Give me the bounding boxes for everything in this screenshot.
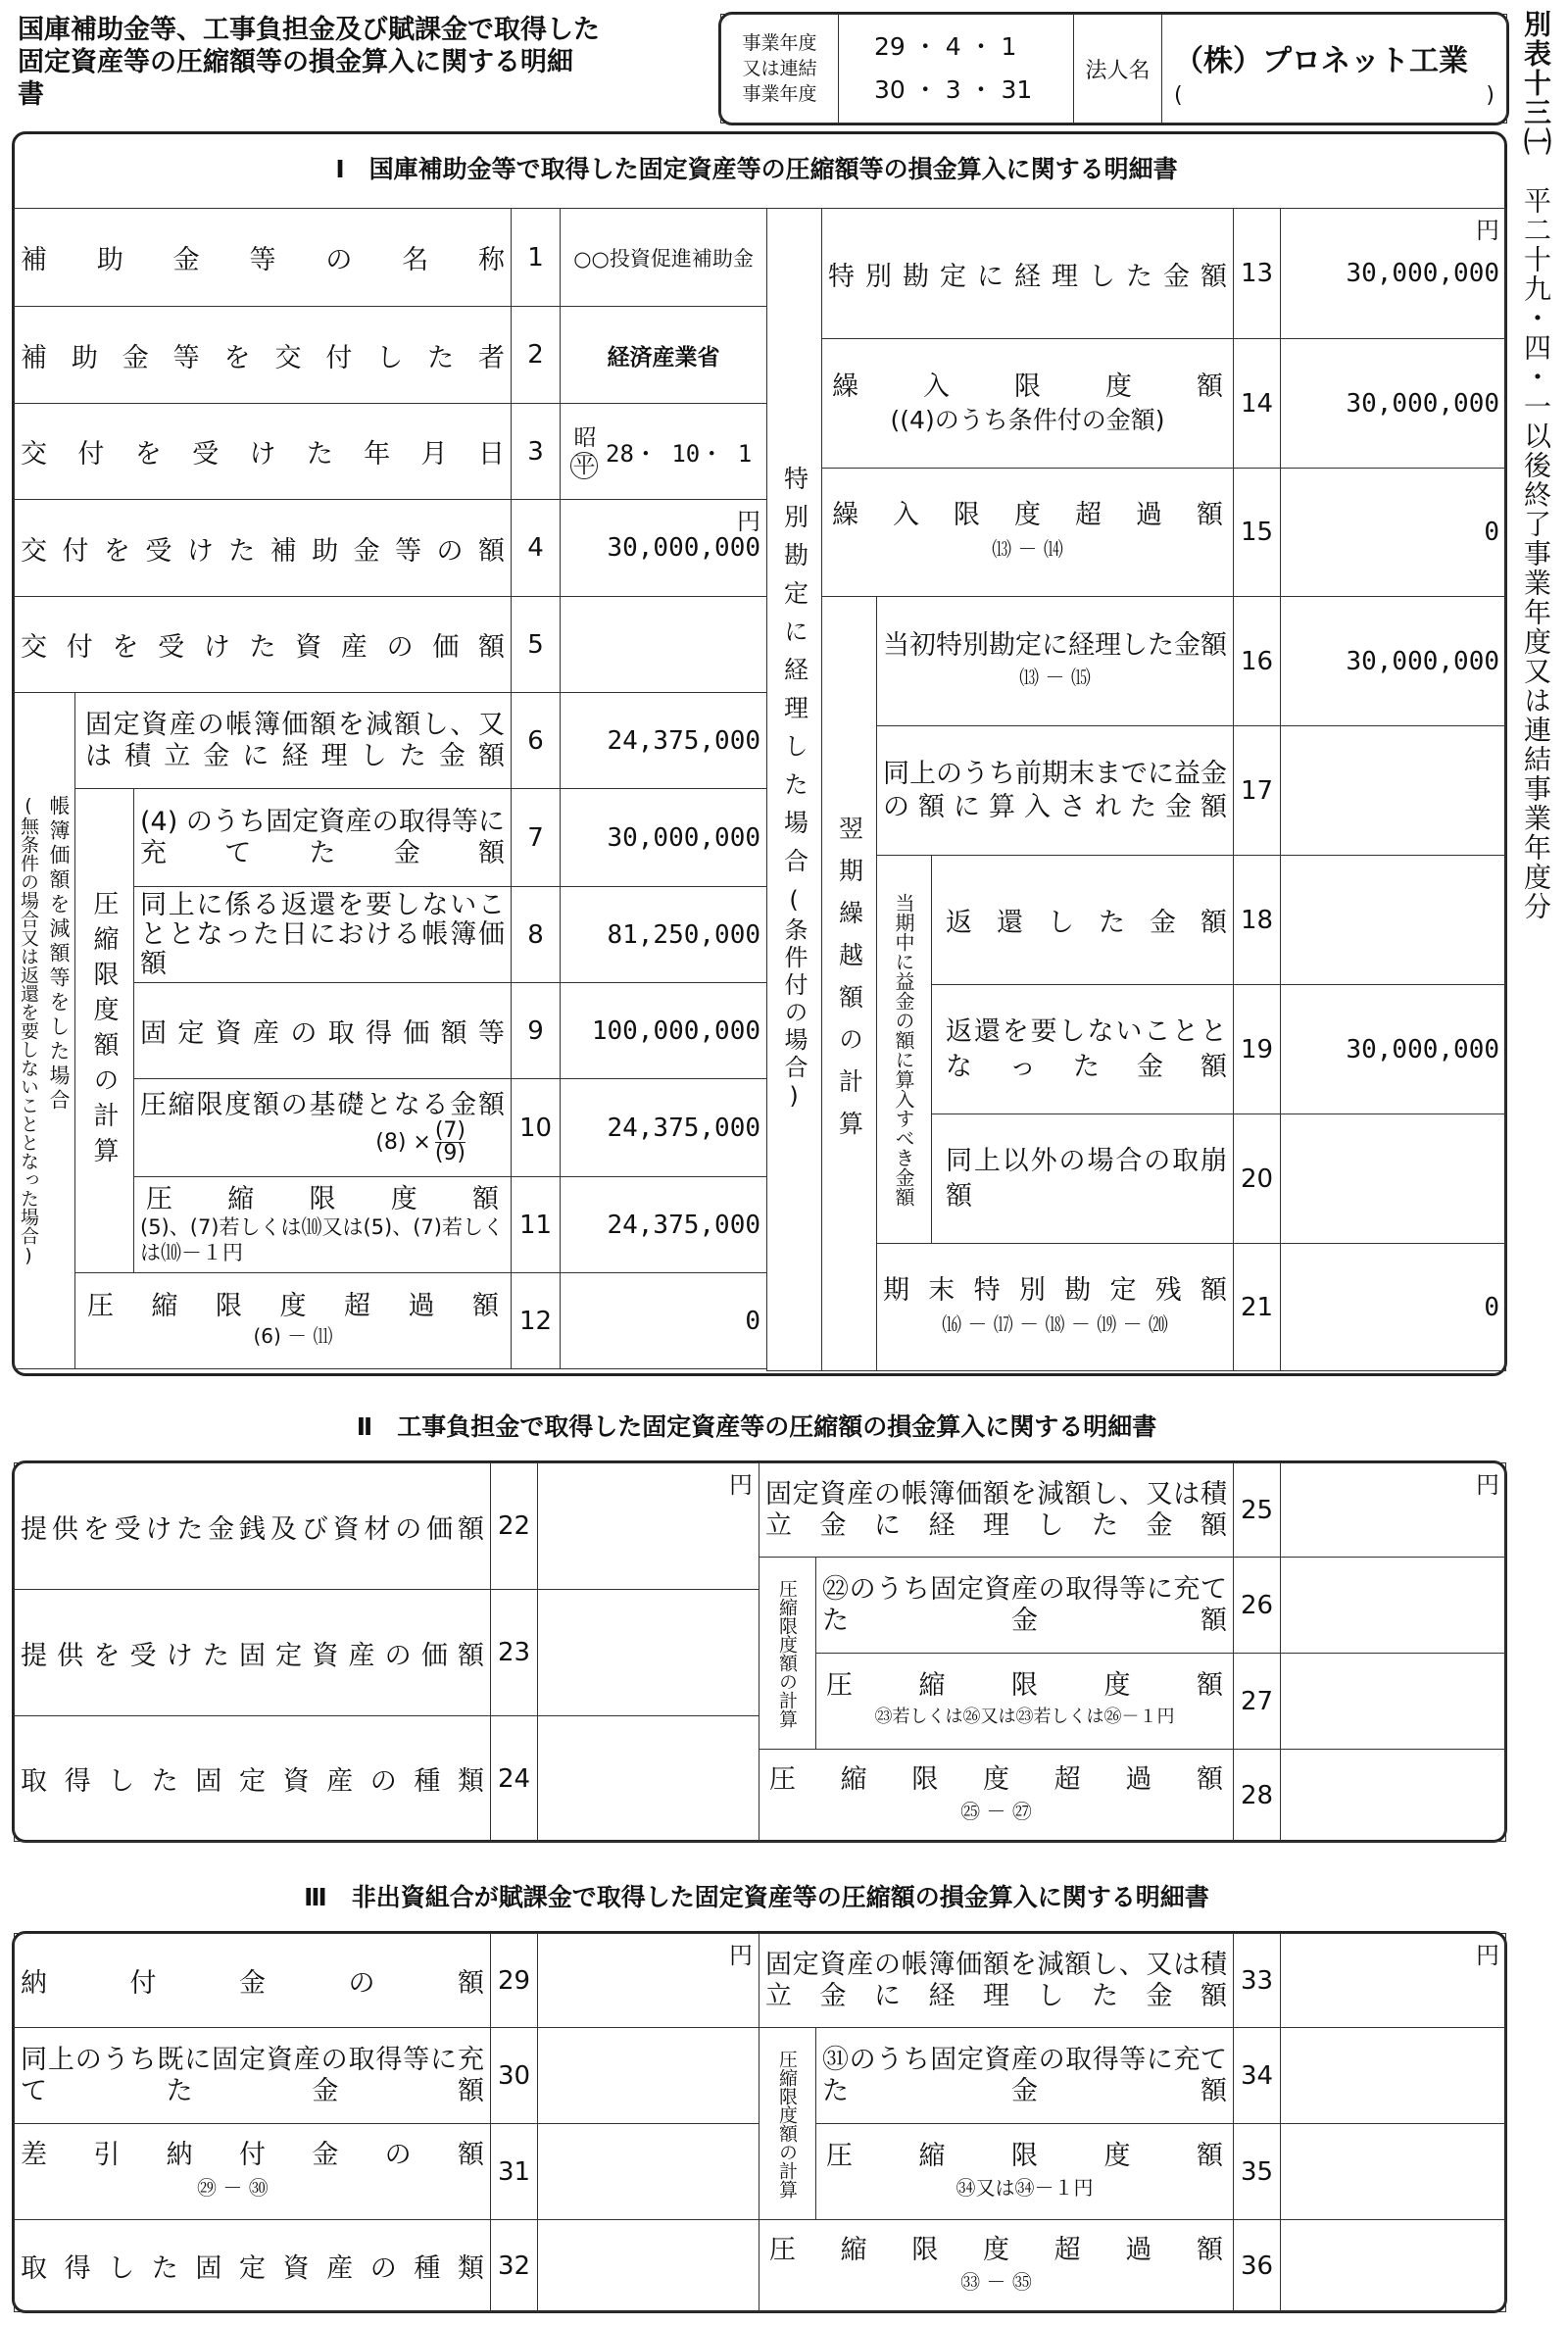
row-2: [15, 307, 767, 404]
row-no: 8: [512, 887, 561, 983]
row-33: [760, 1934, 1506, 2028]
limit-calc-group: 圧縮限度額の計算: [75, 789, 134, 1273]
form-title: [18, 14, 723, 111]
row-no: 17: [1234, 726, 1281, 856]
subsidy-name-label: 補助金等の名称: [21, 245, 506, 275]
row-18: [767, 856, 1506, 985]
row-no: 30: [491, 2028, 538, 2124]
book-reduction-label: 固定資産の帳簿価額を減額し、又は積立金に経理した金額: [85, 709, 506, 771]
special-account-group: 特別勘定に経理した場合 (条件付の場合): [767, 209, 822, 1371]
special-account-label: 特別勘定に経理した金額: [828, 261, 1228, 292]
limit-formula: (5)、(7)若しくは⑽又は(5)、(7)若しくは⑽－１円: [140, 1214, 504, 1264]
corp-name: （株）プロネット工業: [1174, 43, 1468, 78]
limit-label: 圧縮限度額: [146, 1183, 500, 1214]
row-no: 16: [1234, 597, 1281, 726]
row-25: [760, 1463, 1506, 1558]
row-no: 2: [512, 307, 561, 404]
row-no: 36: [1234, 2220, 1281, 2312]
yen-unit: 円: [1476, 1471, 1499, 1499]
yen-unit: 円: [729, 1942, 753, 1969]
transfer-limit-value[interactable]: 30,000,000: [1281, 339, 1506, 469]
row-no: 24: [491, 1716, 538, 1842]
row-no: 1: [512, 209, 561, 307]
row-no: 28: [1234, 1750, 1281, 1842]
row-no: 7: [512, 789, 561, 887]
limit-excess2-formula: ㉕ － ㉗: [960, 1799, 1032, 1823]
transfer-excess-value[interactable]: 0: [1281, 469, 1506, 597]
row-no: 31: [491, 2124, 538, 2220]
grant-date: 28・ 10・ 1: [606, 440, 753, 468]
row-no: 33: [1234, 1934, 1281, 2028]
row-35: [760, 2124, 1506, 2220]
yen-unit: 円: [729, 1471, 753, 1499]
row-no: 4: [512, 500, 561, 597]
initial-special-formula: ⒀ － ⒂: [1019, 665, 1091, 689]
other-reversal-value[interactable]: [1281, 1114, 1506, 1244]
limit-excess3-label: 圧縮限度超過額: [769, 2234, 1223, 2265]
form-title-line1: 国庫補助金等、工事負担金及び賦課金で取得した: [18, 15, 600, 45]
yen-unit: 円: [1476, 217, 1500, 244]
row-no: 14: [1234, 339, 1281, 469]
form-title-line3: 書: [18, 79, 44, 110]
row-23: [15, 1590, 760, 1716]
row-no: 25: [1234, 1463, 1281, 1558]
row-16: [767, 597, 1506, 726]
applied2-value[interactable]: [1281, 1558, 1506, 1654]
grantor-label: 補助金等を交付した者: [21, 342, 506, 373]
row-13: [767, 209, 1506, 339]
returned-label: 返還した金額: [946, 908, 1228, 938]
row-32: [15, 2220, 760, 2312]
subsidy-amount-label: 交付を受けた補助金等の額: [21, 535, 506, 567]
limit-excess2-value[interactable]: [1281, 1750, 1506, 1842]
row-3: [15, 404, 767, 500]
grantor-value[interactable]: 経済産業省: [561, 307, 767, 404]
section2-title: Ⅱ 工事負担金で取得した固定資産等の圧縮額の損金算入に関する明細書: [356, 1412, 1157, 1441]
section1-title: Ⅰ 国庫補助金等で取得した固定資産等の圧縮額等の損金算入に関する明細書: [335, 155, 1178, 183]
row-no: 22: [491, 1463, 538, 1590]
limit-base-label: 圧縮限度額の基礎となる金額: [140, 1090, 506, 1120]
row-no: 18: [1234, 856, 1281, 985]
initial-special-value[interactable]: 30,000,000: [1281, 597, 1506, 726]
transfer-excess-formula: ⒀ － ⒁: [992, 537, 1063, 561]
row-no: 10: [512, 1079, 561, 1177]
row-no: 3: [512, 404, 561, 500]
era-showa: 昭: [573, 424, 597, 451]
row-no: 26: [1234, 1558, 1281, 1654]
row-no: 34: [1234, 2028, 1281, 2124]
row-34: [760, 2028, 1506, 2124]
subsidy-amount-value: 30,000,000: [607, 533, 761, 563]
row-no: 32: [491, 2220, 538, 2312]
row-36: [760, 2220, 1506, 2312]
book-value-label: 同上に係る返還を要しないこととなった日における帳簿価額: [140, 889, 506, 979]
other-reversal-label: 同上以外の場合の取崩額: [946, 1145, 1228, 1212]
row-no: 11: [512, 1177, 561, 1273]
grant-date-value[interactable]: [561, 404, 767, 500]
row-1: [15, 209, 767, 307]
row-no: 19: [1234, 985, 1281, 1114]
returned-value[interactable]: [1281, 856, 1506, 985]
limit-base-formula: (8) × $\frac{(7)}{(9)}$: [375, 1118, 466, 1165]
applied3-value[interactable]: [1281, 2028, 1506, 2124]
limit-excess3-formula: ㉝ － ㉟: [960, 2269, 1032, 2294]
row-26: [760, 1558, 1506, 1654]
net-payment-formula: ㉙ － ㉚: [197, 2176, 269, 2200]
carryover-group: 翌期繰越額の計算: [822, 597, 877, 1371]
header-table: [720, 14, 1507, 124]
asset-type3-label: 取得した固定資産の種類: [21, 2253, 484, 2284]
fixed-asset-provided-label: 提供を受けた固定資産の価額: [21, 1640, 484, 1671]
row-no: 12: [512, 1273, 561, 1369]
period-note: 平二十九・四・一以後終了事業年度又は連結事業年度分: [1520, 186, 1552, 921]
row-27: [760, 1654, 1506, 1750]
row-4: [15, 500, 767, 597]
ending-balance-formula: ⒃ － ⒄ － ⒅ － ⒆ － ⒇: [942, 1311, 1168, 1336]
prior-income-label: 同上のうち前期末までに益金の額に算入された金額: [883, 758, 1228, 822]
form-title-line2: 固定資産等の圧縮額等の損金算入に関する明細: [18, 47, 573, 77]
row-7: [15, 789, 767, 887]
row-21: [767, 1244, 1506, 1371]
ending-balance-value[interactable]: 0: [1281, 1244, 1506, 1371]
limit-calc3-group: 圧縮限度額の計算: [760, 2028, 816, 2220]
row-no: 13: [1234, 209, 1281, 339]
already-applied-value[interactable]: [538, 2028, 760, 2124]
applied-amount-value[interactable]: 30,000,000: [561, 789, 767, 887]
limit-excess2-label: 圧縮限度超過額: [769, 1763, 1223, 1795]
row-no: 15: [1234, 469, 1281, 597]
book-reduction3-cell[interactable]: [1281, 1934, 1506, 2028]
asset-type-value[interactable]: [538, 1716, 760, 1842]
fiscal-year-label: 事業年度 又は連結 事業年度: [721, 15, 839, 124]
limit2-value[interactable]: [1281, 1654, 1506, 1750]
grant-date-label: 交付を受けた年月日: [21, 439, 506, 470]
limit3-label: 圧縮限度額: [826, 2140, 1223, 2171]
row-5: [15, 597, 767, 693]
no-return-label: 返還を要しないこととなった金額: [946, 1015, 1228, 1082]
net-payment-label: 差引納付金の額: [21, 2140, 484, 2170]
acquisition-cost-value[interactable]: 100,000,000: [561, 983, 767, 1079]
prior-income-value[interactable]: [1281, 726, 1506, 856]
row-no: 27: [1234, 1654, 1281, 1750]
money-materials-cell[interactable]: [538, 1463, 760, 1590]
asset-type3-value[interactable]: [538, 2220, 760, 2312]
book-reduction-value[interactable]: 24,375,000: [561, 693, 767, 789]
limit2-label: 圧縮限度額: [826, 1669, 1223, 1701]
limit-excess-value[interactable]: 0: [561, 1273, 767, 1369]
row-17: [767, 726, 1506, 856]
row-28: [760, 1750, 1506, 1842]
section2-right-table: [759, 1462, 1506, 1842]
applied3-label: ㉛のうち固定資産の取得等に充てた金額: [822, 2044, 1227, 2106]
row-no: 29: [491, 1934, 538, 2028]
fixed-asset-provided-value[interactable]: [538, 1590, 760, 1716]
row-30: [15, 2028, 760, 2124]
row-29: [15, 1934, 760, 2028]
fiscal-year-values[interactable]: [839, 15, 1074, 124]
form-number: 別表十三㈠: [1520, 10, 1552, 157]
row-31: [15, 2124, 760, 2220]
section1-left-table: [14, 208, 767, 1369]
subsidy-name-value[interactable]: ○○投資促進補助金: [561, 209, 767, 307]
row-15: [767, 469, 1506, 597]
transfer-limit-label: 繰入限度額: [832, 371, 1224, 402]
book-reduction2-label: 固定資産の帳簿価額を減額し、又は積立金に経理した金額: [765, 1478, 1227, 1541]
row-6: [15, 693, 767, 789]
special-account-value: 30,000,000: [1346, 259, 1500, 288]
transfer-limit-sub: ((4)のうち条件付の金額): [890, 405, 1165, 434]
limit-excess-label: 圧縮限度超過額: [87, 1290, 500, 1321]
limit-calc2-group: 圧縮限度額の計算: [760, 1558, 816, 1750]
row-no: 6: [512, 693, 561, 789]
payment-cell[interactable]: [538, 1934, 760, 2028]
section3-left-table: [14, 1933, 760, 2312]
initial-special-label: 当初特別勘定に経理した金額: [883, 629, 1228, 661]
row-24: [15, 1716, 760, 1842]
money-materials-label: 提供を受けた金銭及び資材の価額: [21, 1513, 484, 1545]
row-no: 35: [1234, 2124, 1281, 2220]
asset-type-label: 取得した固定資産の種類: [21, 1766, 484, 1797]
limit3-value[interactable]: [1281, 2124, 1506, 2220]
book-reduction2-cell[interactable]: [1281, 1463, 1506, 1558]
transfer-excess-label: 繰入限度超過額: [832, 500, 1224, 530]
limit-excess3-value[interactable]: [1281, 2220, 1506, 2312]
row-no: 21: [1234, 1244, 1281, 1371]
book-value-group: (無条件の場合又は返還を要しないこととなった場合) 帳簿価額を減額等をした場合: [15, 693, 75, 1369]
era-heisei: 平: [570, 452, 598, 479]
section3-right-table: [759, 1933, 1506, 2312]
applied2-label: ㉒のうち固定資産の取得等に充てた金額: [822, 1573, 1227, 1636]
book-value-value[interactable]: 81,250,000: [561, 887, 767, 983]
asset-value-label: 交付を受けた資産の価額: [21, 632, 506, 663]
payment-label: 納付金の額: [21, 1968, 484, 1999]
applied-amount-label: (4) のうち固定資産の取得等に充てた金額: [140, 806, 506, 868]
yen-unit: 円: [1476, 1942, 1499, 1969]
net-payment-value[interactable]: [538, 2124, 760, 2220]
row-no: 23: [491, 1590, 538, 1716]
subsidy-amount-cell[interactable]: [561, 500, 767, 597]
book-reduction3-label: 固定資産の帳簿価額を減額し、又は積立金に経理した金額: [765, 1949, 1227, 2011]
row-14: [767, 339, 1506, 469]
limit-excess-formula: (6) － ⑾: [253, 1323, 333, 1348]
ending-balance-label: 期末特別勘定残額: [883, 1274, 1228, 1306]
row-no: 20: [1234, 1114, 1281, 1244]
row-no: 5: [512, 597, 561, 693]
acquisition-cost-label: 固定資産の取得価額等: [140, 1018, 506, 1049]
special-account-cell[interactable]: [1281, 209, 1506, 339]
fiscal-year-end: 30 ・ 3 ・ 31: [874, 75, 1033, 104]
current-income-group: 当期中に益金の額に算入すべき金額: [877, 856, 932, 1244]
limit2-formula: ㉓若しくは㉖又は㉓若しくは㉖－１円: [874, 1706, 1175, 1727]
row-22: [15, 1463, 760, 1590]
section3-title: Ⅲ 非出資組合が賦課金で取得した固定資産等の圧縮額の損金算入に関する明細書: [304, 1883, 1209, 1911]
row-no: 9: [512, 983, 561, 1079]
asset-value-cell[interactable]: [561, 597, 767, 693]
corp-name-field[interactable]: （株）プロネット工業 ( ): [1162, 15, 1507, 124]
limit3-formula: ㉞又は㉞－１円: [956, 2175, 1094, 2200]
limit-base-value[interactable]: 24,375,000: [561, 1079, 767, 1177]
fiscal-year-start: 29 ・ 4 ・ 1: [874, 32, 1017, 61]
row-12: [15, 1273, 767, 1369]
section1-right-table: [766, 208, 1506, 1371]
no-return-value[interactable]: 30,000,000: [1281, 985, 1506, 1114]
section2-left-table: [14, 1462, 760, 1842]
already-applied-label: 同上のうち既に固定資産の取得等に充てた金額: [21, 2044, 484, 2106]
limit-value[interactable]: 24,375,000: [561, 1177, 767, 1273]
corp-name-label: 法人名: [1074, 15, 1162, 124]
yen-unit: 円: [737, 508, 761, 535]
